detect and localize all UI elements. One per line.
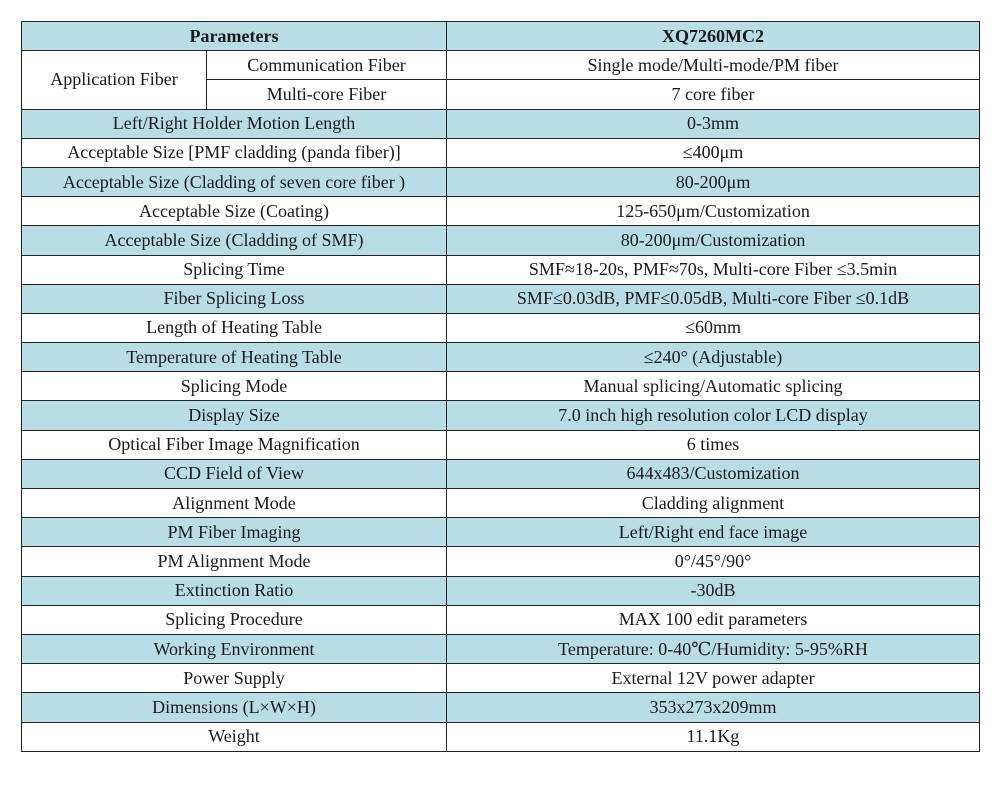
parameter-name-cell: Fiber Splicing Loss — [22, 284, 447, 313]
parameter-value-cell: 80-200μm — [447, 167, 980, 196]
application-fiber-label: Application Fiber — [22, 51, 207, 109]
parameter-name-cell: PM Fiber Imaging — [22, 518, 447, 547]
parameter-value-cell: SMF≤0.03dB, PMF≤0.05dB, Multi-core Fiber ≤0.1dB — [447, 284, 980, 313]
parameter-value-cell: External 12V power adapter — [447, 664, 980, 693]
spec-table-body — [22, 22, 980, 752]
parameter-name-cell: Acceptable Size (Coating) — [22, 197, 447, 226]
table-row — [22, 167, 980, 196]
parameter-value-cell: Cladding alignment — [447, 489, 980, 518]
table-row — [22, 372, 980, 401]
parameter-name-cell: PM Alignment Mode — [22, 547, 447, 576]
parameter-value-cell: 125-650μm/Customization — [447, 197, 980, 226]
application-fiber-sub-name: Multi-core Fiber — [207, 80, 447, 109]
table-row — [22, 313, 980, 342]
table-row — [22, 634, 980, 663]
parameter-name-cell: Acceptable Size (Cladding of SMF) — [22, 226, 447, 255]
parameter-name-cell: Extinction Ratio — [22, 576, 447, 605]
parameter-name-cell: Length of Heating Table — [22, 313, 447, 342]
application-fiber-sub-value: Single mode/Multi-mode/PM fiber — [447, 51, 980, 80]
parameter-value-cell: ≤400μm — [447, 138, 980, 167]
parameter-value-cell: 0-3mm — [447, 109, 980, 138]
parameter-value-cell: -30dB — [447, 576, 980, 605]
application-fiber-sub-value: 7 core fiber — [447, 80, 980, 109]
table-row — [22, 664, 980, 693]
table-row — [22, 226, 980, 255]
parameter-value-cell: SMF≈18-20s, PMF≈70s, Multi-core Fiber ≤3.5min — [447, 255, 980, 284]
table-row — [22, 401, 980, 430]
parameter-value-cell: ≤240° (Adjustable) — [447, 343, 980, 372]
table-row — [22, 255, 980, 284]
parameter-name-cell: Optical Fiber Image Magnification — [22, 430, 447, 459]
header-row — [22, 22, 980, 51]
parameter-value-cell: MAX 100 edit parameters — [447, 605, 980, 634]
parameter-name-cell: Acceptable Size [PMF cladding (panda fiber)] — [22, 138, 447, 167]
table-row — [22, 284, 980, 313]
parameter-name-cell: Weight — [22, 722, 447, 751]
table-row — [22, 489, 980, 518]
parameter-name-cell: Acceptable Size (Cladding of seven core fiber ) — [22, 167, 447, 196]
table-row — [22, 605, 980, 634]
parameter-value-cell: 11.1Kg — [447, 722, 980, 751]
parameter-value-cell: 7.0 inch high resolution color LCD display — [447, 401, 980, 430]
table-row — [22, 547, 980, 576]
table-row — [22, 138, 980, 167]
header-model: XQ7260MC2 — [447, 22, 980, 51]
parameter-value-cell: 6 times — [447, 430, 980, 459]
spec-table — [21, 21, 980, 752]
table-row — [22, 197, 980, 226]
parameter-name-cell: Dimensions (L×W×H) — [22, 693, 447, 722]
table-row — [22, 693, 980, 722]
parameter-value-cell: ≤60mm — [447, 313, 980, 342]
parameter-name-cell: Splicing Mode — [22, 372, 447, 401]
parameter-name-cell: CCD Field of View — [22, 459, 447, 488]
parameter-value-cell: Temperature: 0-40℃/Humidity: 5-95%RH — [447, 634, 980, 663]
table-row — [22, 430, 980, 459]
parameter-name-cell: Temperature of Heating Table — [22, 343, 447, 372]
table-row — [22, 109, 980, 138]
parameter-name-cell: Left/Right Holder Motion Length — [22, 109, 447, 138]
table-row — [22, 459, 980, 488]
parameter-name-cell: Power Supply — [22, 664, 447, 693]
table-row — [22, 722, 980, 751]
parameter-value-cell: 644x483/Customization — [447, 459, 980, 488]
table-row — [22, 343, 980, 372]
parameter-value-cell: 80-200μm/Customization — [447, 226, 980, 255]
application-fiber-sub-name: Communication Fiber — [207, 51, 447, 80]
parameter-name-cell: Working Environment — [22, 634, 447, 663]
parameter-name-cell: Splicing Procedure — [22, 605, 447, 634]
table-row — [22, 576, 980, 605]
parameter-name-cell: Splicing Time — [22, 255, 447, 284]
parameter-name-cell: Display Size — [22, 401, 447, 430]
parameter-value-cell: 353x273x209mm — [447, 693, 980, 722]
table-row — [22, 51, 980, 80]
parameter-value-cell: Left/Right end face image — [447, 518, 980, 547]
header-parameters: Parameters — [22, 22, 447, 51]
table-row — [22, 518, 980, 547]
parameter-value-cell: 0°/45°/90° — [447, 547, 980, 576]
parameter-name-cell: Alignment Mode — [22, 489, 447, 518]
parameter-value-cell: Manual splicing/Automatic splicing — [447, 372, 980, 401]
